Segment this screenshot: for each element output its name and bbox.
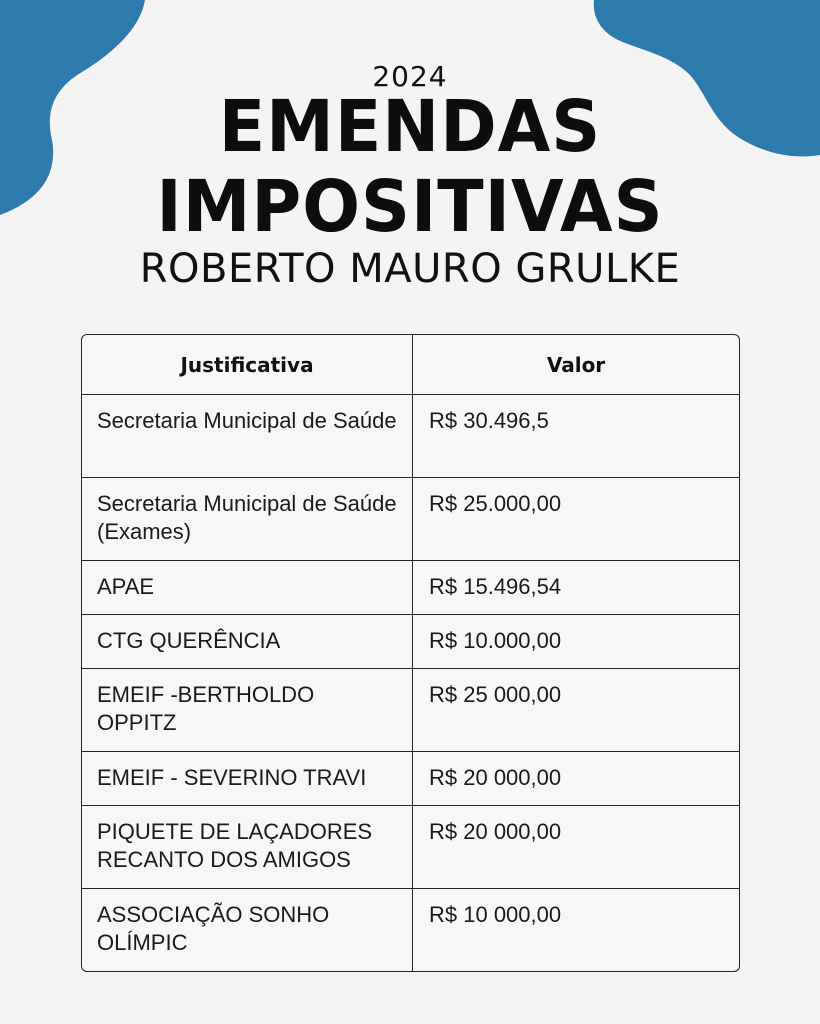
table-row bbox=[82, 752, 739, 806]
cell-valor: R$ 10 000,00 bbox=[413, 889, 740, 972]
column-header-justificativa: Justificativa bbox=[82, 335, 413, 395]
column-header-valor: Valor bbox=[413, 335, 740, 395]
cell-justificativa: Secretaria Municipal de Saúde bbox=[82, 395, 413, 478]
table-header-row bbox=[82, 335, 739, 395]
year-label: 2024 bbox=[372, 60, 448, 93]
subtitle-name: ROBERTO MAURO GRULKE bbox=[139, 246, 681, 292]
table-row bbox=[82, 561, 739, 615]
cell-justificativa: APAE bbox=[82, 561, 413, 615]
table-row bbox=[82, 669, 739, 752]
table-row bbox=[82, 395, 739, 478]
cell-valor: R$ 25.000,00 bbox=[413, 478, 740, 561]
cell-justificativa: Secretaria Municipal de Saúde (Exames) bbox=[82, 478, 413, 561]
amendments-table bbox=[81, 334, 740, 972]
cell-valor: R$ 20 000,00 bbox=[413, 752, 740, 806]
cell-valor: R$ 15.496,54 bbox=[413, 561, 740, 615]
table-row bbox=[82, 615, 739, 669]
title-line-2: IMPOSITIVAS bbox=[156, 166, 664, 249]
cell-valor: R$ 20 000,00 bbox=[413, 806, 740, 889]
cell-justificativa: ASSOCIAÇÃO SONHO OLÍMPIC bbox=[82, 889, 413, 972]
table-row bbox=[82, 478, 739, 561]
table-row bbox=[82, 806, 739, 889]
cell-valor: R$ 25 000,00 bbox=[413, 669, 740, 752]
title-line-1: EMENDAS bbox=[218, 86, 602, 169]
cell-valor: R$ 30.496,5 bbox=[413, 395, 740, 478]
cell-justificativa: CTG QUERÊNCIA bbox=[82, 615, 413, 669]
cell-valor: R$ 10.000,00 bbox=[413, 615, 740, 669]
cell-justificativa: EMEIF -BERTHOLDO OPPITZ bbox=[82, 669, 413, 752]
cell-justificativa: EMEIF - SEVERINO TRAVI bbox=[82, 752, 413, 806]
cell-justificativa: PIQUETE DE LAÇADORES RECANTO DOS AMIGOS bbox=[82, 806, 413, 889]
table-row bbox=[82, 889, 739, 972]
